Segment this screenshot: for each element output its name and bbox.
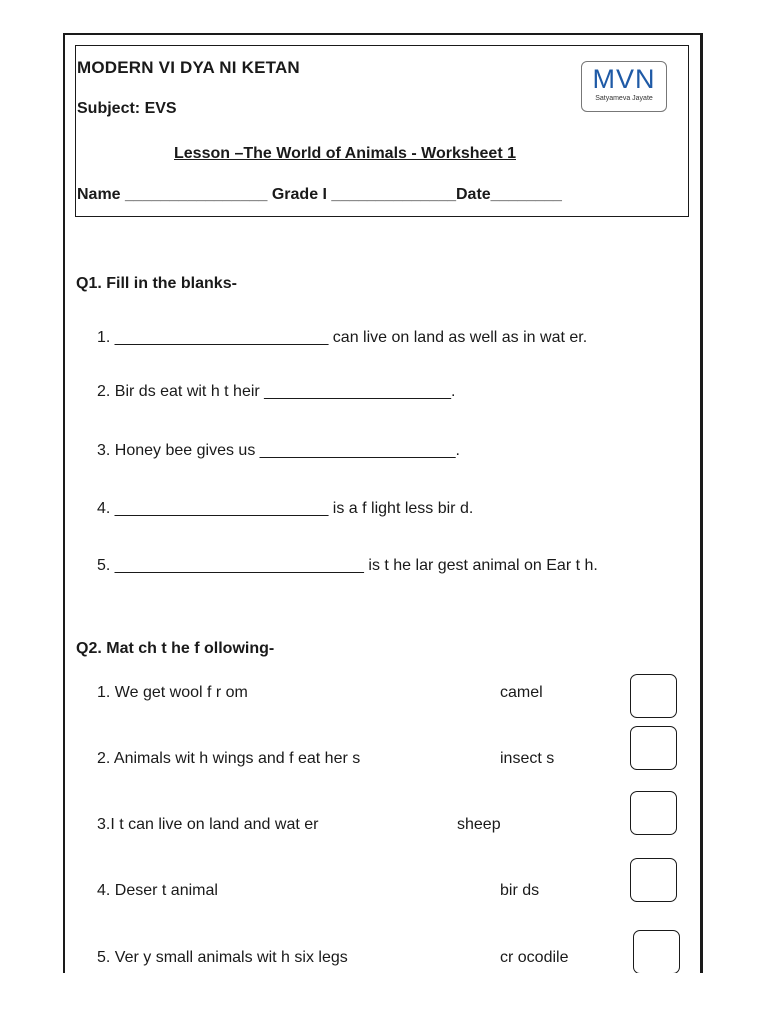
q2-item-2-right: insect s — [500, 750, 555, 767]
answer-box-4[interactable] — [630, 858, 677, 902]
logo-tagline: Satyameva Jayate — [595, 95, 653, 102]
q2-item-1-right: camel — [500, 684, 543, 701]
logo-text: MVN — [592, 64, 656, 94]
q1-heading: Q1. Fill in the blanks- — [76, 275, 237, 292]
q1-item-5: 5. ____________________________ is t he lar gest animal on Ear t h. — [97, 557, 598, 574]
header-box — [75, 45, 689, 217]
answer-box-2[interactable] — [630, 726, 677, 770]
q1-item-1: 1. ________________________ can live on land as well as in wat er. — [97, 329, 588, 346]
name-grade-date-line: Name ________________ Grade I ______________Date________ — [77, 186, 562, 203]
q2-item-2-left: 2. Animals wit h wings and f eat her s — [97, 750, 361, 767]
q2-item-4-left: 4. Deser t animal — [97, 882, 218, 899]
lesson-title: Lesson –The World of Animals - Worksheet 1 — [174, 145, 516, 162]
q2-item-3-right: sheep — [457, 816, 501, 833]
answer-box-3[interactable] — [630, 791, 677, 835]
q2-item-4-right: bir ds — [500, 882, 540, 899]
q1-item-4: 4. ________________________ is a f light less bir d. — [97, 500, 474, 517]
answer-box-1[interactable] — [630, 674, 677, 718]
worksheet-page — [63, 33, 703, 973]
subject-label: Subject: EVS — [77, 100, 177, 117]
school-logo — [581, 61, 667, 112]
q2-item-5-right: cr ocodile — [500, 949, 569, 966]
q2-item-5-left: 5. Ver y small animals wit h six legs — [97, 949, 348, 966]
q2-item-1-left: 1. We get wool f r om — [97, 684, 248, 701]
q2-item-3-left: 3.I t can live on land and wat er — [97, 816, 319, 833]
school-name: MODERN VI DYA NI KETAN — [77, 58, 300, 77]
q1-item-3: 3. Honey bee gives us ______________________. — [97, 442, 460, 459]
q1-item-2: 2. Bir ds eat wit h t heir _____________________. — [97, 383, 456, 400]
q2-heading: Q2. Mat ch t he f ollowing- — [76, 640, 275, 657]
answer-box-5[interactable] — [633, 930, 680, 973]
